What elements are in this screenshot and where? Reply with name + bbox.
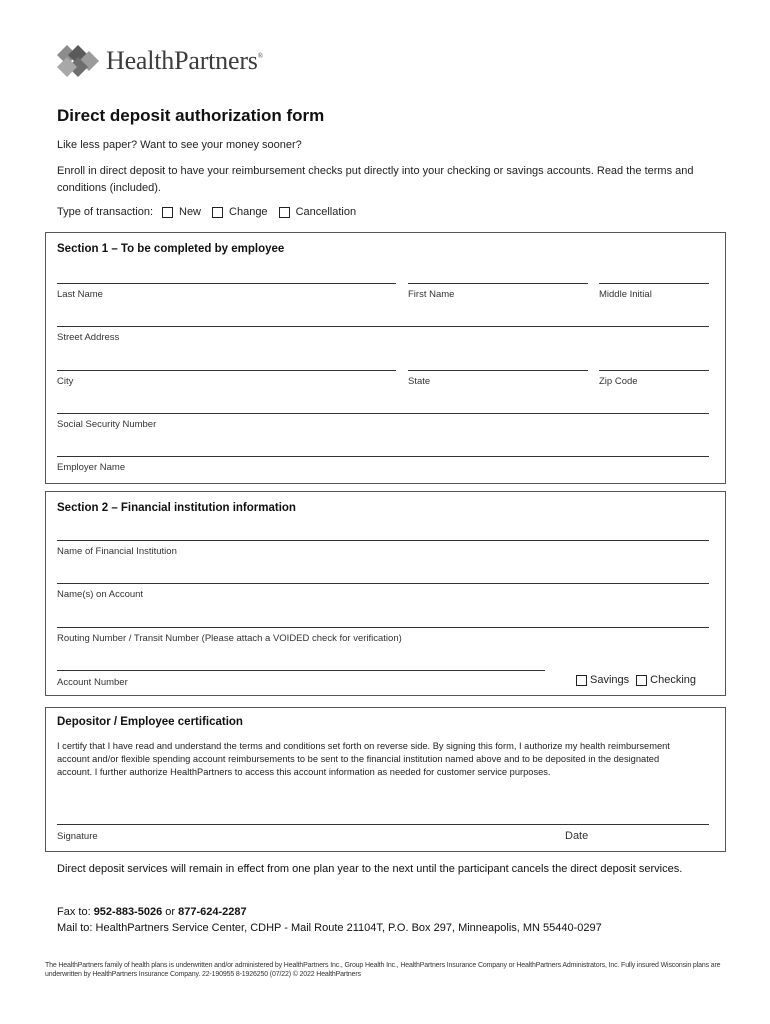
- footer-disclaimer: The HealthPartners family of health plans is underwritten and/or administered by HealthPartners Inc., Group Health Inc., HealthPartners Insurance Company or HealthPartners Administrators, Inc. Fully insured Wisconsin plans are underwritten by HealthPartners Insurance Company. 22-190955 8-1926250 (07/22) © 2022 HealthPartners: [45, 962, 721, 978]
- last-name-label: Last Name: [57, 289, 103, 300]
- middle-initial-field[interactable]: [599, 283, 709, 284]
- change-checkbox[interactable]: [212, 207, 223, 218]
- section-1-employee: [45, 232, 726, 484]
- continuation-note: Direct deposit services will remain in effect from one plan year to the next until the participant cancels the direct deposit services.: [57, 863, 683, 875]
- signature-date-field[interactable]: [57, 824, 709, 825]
- certification-text: I certify that I have read and understand the terms and conditions set forth on reverse side. By signing this form, I authorize my health reimbursement account and/or flexible spending account reimbursements to be sent to the financial institution named above and to be deposited in the designated account. I further authorize HealthPartners to access this account information as needed for customer service purposes.: [57, 741, 670, 777]
- intro-question: Like less paper? Want to see your money sooner?: [57, 139, 302, 151]
- mail-line: Mail to: HealthPartners Service Center, CDHP - Mail Route 21104T, P.O. Box 297, Minneapolis, MN 55440-0297: [57, 922, 602, 934]
- date-label: Date: [565, 830, 589, 842]
- fax-number-1: 952-883-5026: [93, 906, 163, 918]
- employer-name-field[interactable]: [57, 456, 709, 457]
- account-number-label: Account Number: [57, 677, 128, 688]
- contact-info: [57, 904, 602, 936]
- first-name-label: First Name: [408, 289, 455, 300]
- checking-label: Checking: [650, 674, 696, 686]
- employer-name-label: Employer Name: [57, 462, 126, 473]
- city-field[interactable]: [57, 370, 396, 371]
- fax-line: [57, 904, 602, 920]
- page-title: Direct deposit authorization form: [57, 106, 325, 125]
- certification-title: Depositor / Employee certification: [57, 716, 243, 728]
- new-option-label: New: [179, 206, 202, 218]
- transaction-type-row: [57, 206, 358, 218]
- cancellation-option-label: Cancellation: [295, 206, 357, 218]
- city-label: City: [57, 376, 74, 387]
- institution-name-label: Name of Financial Institution: [57, 546, 177, 557]
- intro-text: Enroll in direct deposit to have your reimbursement checks put directly into your checking or savings accounts. Read the terms and conditions (included).: [57, 165, 694, 194]
- state-field[interactable]: [408, 370, 588, 371]
- account-number-field[interactable]: [57, 670, 545, 671]
- checking-checkbox[interactable]: [636, 675, 647, 686]
- ssn-field[interactable]: [57, 413, 709, 414]
- account-type-options: [576, 674, 696, 686]
- certification-section: [45, 707, 726, 852]
- savings-label: Savings: [590, 674, 630, 686]
- street-address-label: Street Address: [57, 332, 120, 343]
- savings-checkbox[interactable]: [576, 675, 587, 686]
- logo-wordmark: HealthPartners®: [106, 46, 263, 75]
- signature-label: Signature: [57, 831, 98, 842]
- fax-or: or: [165, 906, 176, 918]
- cancellation-checkbox[interactable]: [279, 207, 290, 218]
- section-1-title: Section 1 – To be completed by employee: [57, 243, 285, 255]
- fax-label: Fax to:: [57, 906, 91, 918]
- section-2-title: Section 2 – Financial institution information: [57, 502, 296, 514]
- routing-number-label: Routing Number / Transit Number (Please attach a VOIDED check for verification): [57, 633, 402, 644]
- account-names-label: Name(s) on Account: [57, 589, 144, 600]
- change-option-label: Change: [229, 206, 268, 218]
- new-checkbox[interactable]: [162, 207, 173, 218]
- healthpartners-logo: [56, 43, 263, 79]
- first-name-field[interactable]: [408, 283, 588, 284]
- institution-name-field[interactable]: [57, 540, 709, 541]
- section-2-financial: [45, 491, 726, 696]
- last-name-field[interactable]: [57, 283, 396, 284]
- middle-initial-label: Middle Initial: [599, 289, 652, 300]
- zip-code-label: Zip Code: [599, 376, 638, 387]
- routing-number-field[interactable]: [57, 627, 709, 628]
- ssn-label: Social Security Number: [57, 419, 157, 430]
- street-address-field[interactable]: [57, 326, 709, 327]
- fax-number-2: 877-624-2287: [178, 906, 247, 918]
- state-label: State: [408, 376, 431, 387]
- transaction-type-label: Type of transaction:: [57, 206, 153, 218]
- zip-code-field[interactable]: [599, 370, 709, 371]
- account-names-field[interactable]: [57, 583, 709, 584]
- diamond-logo-icon: [56, 44, 100, 78]
